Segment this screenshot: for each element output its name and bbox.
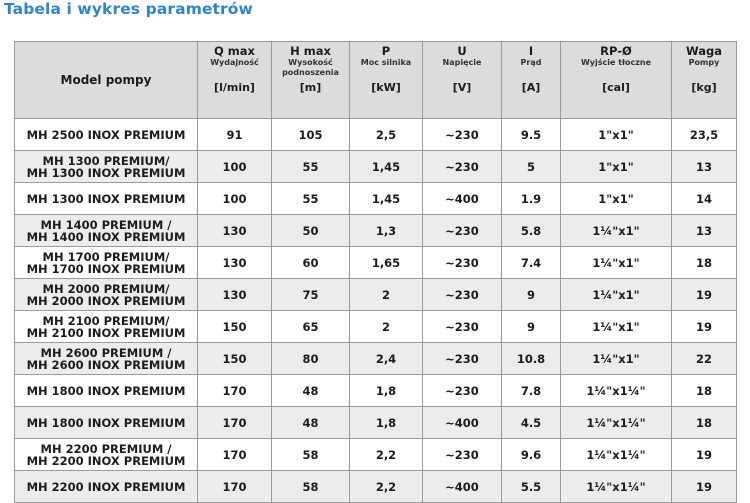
value-cell: 1¼"x1¼" <box>561 407 672 439</box>
value-cell: 48 <box>272 375 350 407</box>
column-header <box>502 41 561 119</box>
value-cell: 13 <box>672 151 737 183</box>
model-name: MH 1800 INOX PREMIUM <box>26 383 186 398</box>
table-row <box>14 471 737 503</box>
column-header-name: H max <box>290 44 331 58</box>
column-header-name: P <box>381 44 391 58</box>
model-name: MH 1700 PREMIUM/ <box>42 249 170 264</box>
model-cell <box>14 119 198 151</box>
value-cell: ~230 <box>423 375 502 407</box>
model-cell <box>14 311 198 343</box>
value-cell: 5.5 <box>502 471 561 503</box>
column-header-description: Prąd <box>520 58 542 67</box>
value-cell: 1"x1" <box>561 183 672 215</box>
value-cell: 2 <box>350 279 423 311</box>
column-header <box>672 41 737 119</box>
value-cell: 13 <box>672 215 737 247</box>
value-cell: 130 <box>198 279 272 311</box>
value-cell: 2,5 <box>350 119 423 151</box>
value-cell: ~230 <box>423 279 502 311</box>
value-cell: ~400 <box>423 407 502 439</box>
value-cell: 65 <box>272 311 350 343</box>
column-header-unit: [cal] <box>602 81 630 94</box>
column-header-description: Wysokość <box>288 58 333 67</box>
model-cell <box>14 343 198 375</box>
column-header-description: Wyjście tłoczne <box>580 58 652 67</box>
value-cell: 9.5 <box>502 119 561 151</box>
model-name: MH 2500 INOX PREMIUM <box>26 127 186 142</box>
value-cell: 130 <box>198 215 272 247</box>
value-cell: 1¼"x1" <box>561 247 672 279</box>
value-cell: 1¼"x1" <box>561 279 672 311</box>
model-name: MH 1300 PREMIUM/ <box>42 153 170 168</box>
value-cell: 1,3 <box>350 215 423 247</box>
model-cell <box>14 279 198 311</box>
value-cell: 170 <box>198 439 272 471</box>
model-name: MH 2000 INOX PREMIUM <box>26 293 186 308</box>
value-cell: 58 <box>272 439 350 471</box>
model-name: MH 1400 PREMIUM / <box>40 217 172 232</box>
column-header-unit: [kW] <box>371 81 401 94</box>
column-header-description: Pompy <box>688 58 720 67</box>
value-cell: 18 <box>672 375 737 407</box>
table-row <box>14 151 737 183</box>
value-cell: 130 <box>198 247 272 279</box>
value-cell: 1,8 <box>350 407 423 439</box>
value-cell: 1¼"x1¼" <box>561 375 672 407</box>
table-body <box>14 119 737 503</box>
value-cell: 9.6 <box>502 439 561 471</box>
table-row <box>14 375 737 407</box>
value-cell: ~230 <box>423 439 502 471</box>
column-header <box>423 41 502 119</box>
value-cell: 100 <box>198 151 272 183</box>
value-cell: 19 <box>672 471 737 503</box>
value-cell: 18 <box>672 247 737 279</box>
column-header-name: Q max <box>214 44 255 58</box>
value-cell: 1"x1" <box>561 151 672 183</box>
model-name: MH 2000 PREMIUM/ <box>42 281 170 296</box>
value-cell: 19 <box>672 279 737 311</box>
column-header-name: I <box>528 44 534 58</box>
column-header-name: Waga <box>685 44 723 58</box>
model-cell <box>14 247 198 279</box>
value-cell: 1¼"x1" <box>561 311 672 343</box>
page-title: Tabela i wykres parametrów <box>4 0 253 18</box>
value-cell: 1¼"x1¼" <box>561 439 672 471</box>
column-header-description: Wydajność <box>210 58 259 67</box>
parameters-table <box>14 41 737 503</box>
value-cell: 14 <box>672 183 737 215</box>
value-cell: 2,2 <box>350 471 423 503</box>
model-name: MH 1700 INOX PREMIUM <box>26 261 186 276</box>
table-row <box>14 279 737 311</box>
model-name: MH 2200 INOX PREMIUM <box>26 479 186 494</box>
value-cell: 50 <box>272 215 350 247</box>
value-cell: 23,5 <box>672 119 737 151</box>
value-cell: 91 <box>198 119 272 151</box>
value-cell: 22 <box>672 343 737 375</box>
table-row <box>14 215 737 247</box>
value-cell: 150 <box>198 343 272 375</box>
value-cell: ~400 <box>423 471 502 503</box>
model-name: MH 2600 PREMIUM / <box>40 345 172 360</box>
value-cell: 19 <box>672 439 737 471</box>
value-cell: 9 <box>502 279 561 311</box>
value-cell: 55 <box>272 151 350 183</box>
value-cell: ~230 <box>423 151 502 183</box>
model-name: MH 1300 INOX PREMIUM <box>26 191 186 206</box>
model-cell <box>14 183 198 215</box>
model-cell <box>14 375 198 407</box>
column-header-unit: [V] <box>452 81 472 94</box>
model-name: MH 1800 INOX PREMIUM <box>26 415 186 430</box>
table-row <box>14 343 737 375</box>
column-header-name: RP-Ø <box>600 44 632 58</box>
table-row <box>14 119 737 151</box>
table-row <box>14 311 737 343</box>
value-cell: ~230 <box>423 119 502 151</box>
value-cell: 170 <box>198 471 272 503</box>
value-cell: ~230 <box>423 343 502 375</box>
value-cell: 1¼"x1¼" <box>561 471 672 503</box>
model-cell <box>14 439 198 471</box>
value-cell: 1,8 <box>350 375 423 407</box>
value-cell: 4.5 <box>502 407 561 439</box>
table-row <box>14 439 737 471</box>
value-cell: 1¼"x1" <box>561 343 672 375</box>
column-header <box>272 41 350 119</box>
model-name: MH 2100 PREMIUM/ <box>42 313 170 328</box>
model-column-header: Model pompy <box>14 41 198 119</box>
value-cell: 80 <box>272 343 350 375</box>
value-cell: 7.8 <box>502 375 561 407</box>
value-cell: 1,45 <box>350 151 423 183</box>
value-cell: 5.8 <box>502 215 561 247</box>
value-cell: 7.4 <box>502 247 561 279</box>
value-cell: 2,2 <box>350 439 423 471</box>
column-header <box>561 41 672 119</box>
table-row <box>14 407 737 439</box>
column-header-unit: [m] <box>299 81 322 94</box>
model-cell <box>14 215 198 247</box>
model-cell <box>14 407 198 439</box>
value-cell: 60 <box>272 247 350 279</box>
model-cell <box>14 471 198 503</box>
column-header-description: Moc silnika <box>360 58 412 67</box>
column-header-description: Napięcie <box>442 58 482 67</box>
value-cell: 100 <box>198 183 272 215</box>
column-header-unit: [A] <box>521 81 541 94</box>
column-header-description: podnoszenia <box>282 67 339 77</box>
value-cell: 55 <box>272 183 350 215</box>
value-cell: 1"x1" <box>561 119 672 151</box>
column-header-unit: [l/min] <box>214 81 255 94</box>
model-name: MH 1300 INOX PREMIUM <box>26 165 186 180</box>
value-cell: 170 <box>198 375 272 407</box>
value-cell: 1.9 <box>502 183 561 215</box>
value-cell: 48 <box>272 407 350 439</box>
value-cell: 1¼"x1" <box>561 215 672 247</box>
value-cell: 19 <box>672 311 737 343</box>
column-header-name: U <box>457 44 467 58</box>
column-header <box>198 41 272 119</box>
table-header-row <box>14 41 737 119</box>
model-cell <box>14 151 198 183</box>
value-cell: 1,45 <box>350 183 423 215</box>
column-header <box>350 41 423 119</box>
value-cell: 58 <box>272 471 350 503</box>
table-row <box>14 183 737 215</box>
value-cell: 150 <box>198 311 272 343</box>
model-name: MH 2600 INOX PREMIUM <box>26 357 186 372</box>
value-cell: 18 <box>672 407 737 439</box>
model-name: MH 1400 INOX PREMIUM <box>26 229 186 244</box>
value-cell: ~400 <box>423 183 502 215</box>
column-header-unit: [kg] <box>691 81 717 94</box>
value-cell: ~230 <box>423 215 502 247</box>
value-cell: 170 <box>198 407 272 439</box>
value-cell: ~230 <box>423 311 502 343</box>
value-cell: 9 <box>502 311 561 343</box>
value-cell: ~230 <box>423 247 502 279</box>
value-cell: 10.8 <box>502 343 561 375</box>
model-name: MH 2200 INOX PREMIUM <box>26 453 186 468</box>
model-name: MH 2200 PREMIUM / <box>40 441 172 456</box>
value-cell: 75 <box>272 279 350 311</box>
table-row <box>14 247 737 279</box>
value-cell: 1,65 <box>350 247 423 279</box>
value-cell: 5 <box>502 151 561 183</box>
value-cell: 105 <box>272 119 350 151</box>
value-cell: 2 <box>350 311 423 343</box>
model-name: MH 2100 INOX PREMIUM <box>26 325 186 340</box>
value-cell: 2,4 <box>350 343 423 375</box>
